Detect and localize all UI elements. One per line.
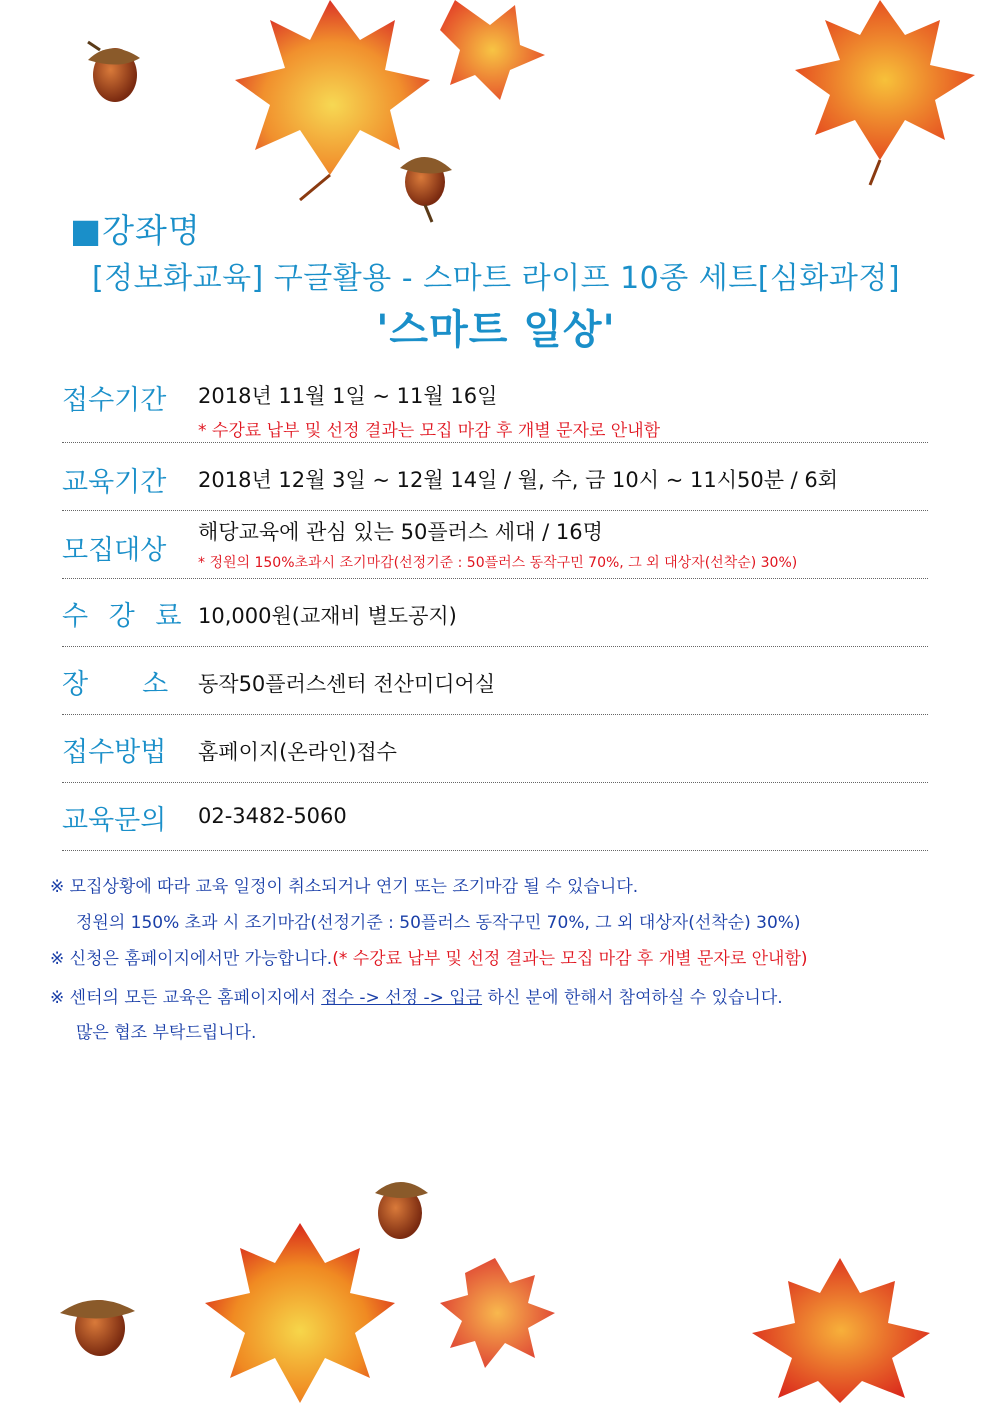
course-title: '스마트 일상' xyxy=(376,307,616,353)
footer-note-2: 정원의 150% 초과 시 조기마감(선정기준 : 50플러스 동작구민 70%, 그 외 대상자(선착순) 30%) xyxy=(76,913,801,933)
row-value: 2018년 11월 1일 ~ 11월 16일 xyxy=(198,384,498,408)
row-note: * 정원의 150%초과시 조기마감(선정기준 : 50플러스 동작구민 70%, 그 외 대상자(선착순) 30%) xyxy=(198,555,798,571)
footer-note-1: ※ 모집상황에 따라 교육 일정이 취소되거나 연기 또는 조기마감 될 수 있습니다. xyxy=(50,877,639,897)
info-row-registration-period xyxy=(62,372,928,443)
footer-note-3-red: (* 수강료 납부 및 선정 결과는 모집 마감 후 개별 문자로 안내함) xyxy=(332,949,808,969)
course-subtitle: [정보화교육] 구글활용 - 스마트 라이프 10종 세트[심화과정] xyxy=(91,261,901,296)
info-row-location xyxy=(62,646,928,715)
row-label: 수 강 료 xyxy=(62,601,188,632)
row-value: 10,000원(교재비 별도공지) xyxy=(198,604,457,628)
footer-note-4-b: 하신 분에 한해서 참여하실 수 있습니다. xyxy=(482,988,783,1008)
row-value: 02-3482-5060 xyxy=(198,804,347,828)
row-note: * 수강료 납부 및 선정 결과는 모집 마감 후 개별 문자로 안내함 xyxy=(198,421,661,441)
footer-note-3-main: ※ 신청은 홈페이지에서만 가능합니다. xyxy=(50,949,333,969)
footer-note-3 xyxy=(50,944,808,969)
autumn-leaves-bottom-decoration xyxy=(0,1163,992,1403)
info-row-target xyxy=(62,510,928,579)
footer-note-4-a: ※ 센터의 모든 교육은 홈페이지에서 xyxy=(50,988,322,1008)
footer-note-4-process: 접수 -> 선정 -> 입금 xyxy=(321,988,483,1008)
row-label: 장 소 xyxy=(62,669,169,700)
row-label: 교육기간 xyxy=(62,467,167,498)
info-row-education-period xyxy=(62,442,928,511)
row-value: 해당교육에 관심 있는 50플러스 세대 / 16명 xyxy=(198,520,603,544)
info-row-inquiry xyxy=(62,782,928,851)
row-value: 홈페이지(온라인)접수 xyxy=(198,740,397,764)
row-label: 접수기간 xyxy=(62,385,167,416)
row-value: 동작50플러스센터 전산미디어실 xyxy=(198,672,496,696)
info-row-fee xyxy=(62,578,928,647)
course-heading: ■강좌명 xyxy=(70,211,201,250)
footer-note-5: 많은 협조 부탁드립니다. xyxy=(76,1023,257,1043)
row-value: 2018년 12월 3일 ~ 12월 14일 / 월, 수, 금 10시 ~ 11시50분 / 6회 xyxy=(198,468,839,492)
info-row-registration-method xyxy=(62,714,928,783)
row-label: 교육문의 xyxy=(62,805,167,836)
row-label: 모집대상 xyxy=(62,535,167,566)
footer-note-4 xyxy=(50,983,783,1008)
row-label: 접수방법 xyxy=(62,737,167,768)
autumn-leaves-top-decoration xyxy=(0,0,992,240)
